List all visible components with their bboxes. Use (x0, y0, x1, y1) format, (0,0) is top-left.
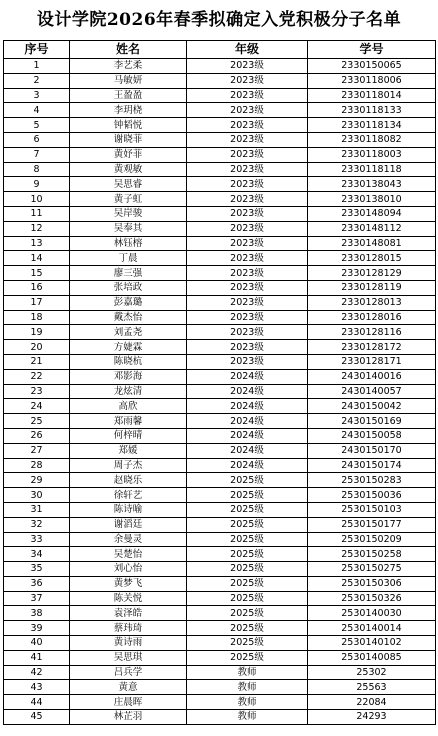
cell-serial-number: 2 (4, 73, 70, 88)
cell-name: 陈诗喻 (70, 502, 187, 517)
cell-student-id: 2330148112 (308, 221, 436, 236)
cell-grade: 2025级 (187, 636, 308, 651)
cell-serial-number: 11 (4, 206, 70, 221)
cell-grade: 2024级 (187, 384, 308, 399)
cell-grade: 2025级 (187, 532, 308, 547)
cell-student-id: 2330118133 (308, 103, 436, 118)
cell-serial-number: 41 (4, 650, 70, 665)
cell-name: 刘孟尧 (70, 325, 187, 340)
cell-grade: 2025级 (187, 502, 308, 517)
page-title: 设计学院2026年春季拟确定入党积极分子名单 (36, 10, 402, 30)
cell-serial-number: 1 (4, 59, 70, 74)
cell-serial-number: 3 (4, 88, 70, 103)
cell-student-id: 2330118006 (308, 73, 436, 88)
cell-name: 方婕霖 (70, 340, 187, 355)
cell-name: 钟韬悦 (70, 118, 187, 133)
table-row (4, 680, 436, 695)
table-row (4, 310, 436, 325)
table-row (4, 59, 436, 74)
cell-grade: 2023级 (187, 266, 308, 281)
cell-name: 高欣 (70, 399, 187, 414)
cell-student-id: 2330118082 (308, 132, 436, 147)
cell-name: 赵晓乐 (70, 473, 187, 488)
cell-student-id: 2530140102 (308, 636, 436, 651)
table-row (4, 428, 436, 443)
cell-name: 龙炫清 (70, 384, 187, 399)
cell-student-id: 2530150275 (308, 562, 436, 577)
cell-serial-number: 12 (4, 221, 70, 236)
cell-student-id: 2430150169 (308, 414, 436, 429)
cell-serial-number: 45 (4, 710, 70, 725)
cell-grade: 2024级 (187, 399, 308, 414)
cell-name: 庄晨晖 (70, 695, 187, 710)
cell-serial-number: 34 (4, 547, 70, 562)
cell-serial-number: 16 (4, 280, 70, 295)
cell-serial-number: 10 (4, 192, 70, 207)
cell-name: 吴楚怡 (70, 547, 187, 562)
cell-grade: 2025级 (187, 562, 308, 577)
cell-name: 马敏妍 (70, 73, 187, 88)
cell-name: 林钰榕 (70, 236, 187, 251)
cell-grade: 2023级 (187, 118, 308, 133)
cell-grade: 2023级 (187, 88, 308, 103)
cell-name: 彭嘉璐 (70, 295, 187, 310)
cell-student-id: 2330118134 (308, 118, 436, 133)
cell-serial-number: 21 (4, 354, 70, 369)
table-row (4, 354, 436, 369)
cell-serial-number: 35 (4, 562, 70, 577)
cell-student-id: 2530150326 (308, 591, 436, 606)
cell-student-id: 2330128129 (308, 266, 436, 281)
cell-serial-number: 5 (4, 118, 70, 133)
table-row (4, 221, 436, 236)
table-row (4, 621, 436, 636)
cell-student-id: 2430140057 (308, 384, 436, 399)
cell-grade: 2023级 (187, 192, 308, 207)
cell-grade: 2023级 (187, 147, 308, 162)
table-row (4, 443, 436, 458)
cell-grade: 2023级 (187, 340, 308, 355)
cell-serial-number: 7 (4, 147, 70, 162)
table-row (4, 576, 436, 591)
cell-student-id: 2530140014 (308, 621, 436, 636)
cell-grade: 2025级 (187, 488, 308, 503)
table-row (4, 147, 436, 162)
cell-grade: 2023级 (187, 221, 308, 236)
cell-student-id: 2330138043 (308, 177, 436, 192)
cell-student-id: 2330128116 (308, 325, 436, 340)
cell-serial-number: 31 (4, 502, 70, 517)
table-row (4, 384, 436, 399)
table-row (4, 710, 436, 725)
cell-student-id: 2330118118 (308, 162, 436, 177)
cell-serial-number: 26 (4, 428, 70, 443)
cell-grade: 教师 (187, 665, 308, 680)
cell-grade: 2023级 (187, 162, 308, 177)
cell-name: 谢晓菲 (70, 132, 187, 147)
cell-serial-number: 14 (4, 251, 70, 266)
cell-serial-number: 32 (4, 517, 70, 532)
cell-serial-number: 36 (4, 576, 70, 591)
cell-grade: 2023级 (187, 295, 308, 310)
cell-serial-number: 37 (4, 591, 70, 606)
cell-name: 吴岸骏 (70, 206, 187, 221)
cell-serial-number: 44 (4, 695, 70, 710)
table-row (4, 206, 436, 221)
cell-grade: 2025级 (187, 473, 308, 488)
header-row (4, 41, 436, 59)
cell-name: 余曼灵 (70, 532, 187, 547)
table-row (4, 177, 436, 192)
cell-student-id: 2330118014 (308, 88, 436, 103)
cell-student-id: 2330128119 (308, 280, 436, 295)
table-row (4, 591, 436, 606)
cell-grade: 2024级 (187, 428, 308, 443)
cell-grade: 2024级 (187, 443, 308, 458)
cell-name: 郑雨馨 (70, 414, 187, 429)
cell-name: 张培政 (70, 280, 187, 295)
cell-grade: 2023级 (187, 325, 308, 340)
cell-student-id: 2330128013 (308, 295, 436, 310)
table-row (4, 295, 436, 310)
cell-grade: 2023级 (187, 236, 308, 251)
cell-grade: 教师 (187, 695, 308, 710)
cell-name: 吴思琪 (70, 650, 187, 665)
cell-student-id: 2430150058 (308, 428, 436, 443)
cell-student-id: 2530140085 (308, 650, 436, 665)
cell-grade: 2024级 (187, 458, 308, 473)
cell-serial-number: 24 (4, 399, 70, 414)
cell-name: 何梓晴 (70, 428, 187, 443)
cell-grade: 2023级 (187, 132, 308, 147)
cell-student-id: 2430150170 (308, 443, 436, 458)
cell-name: 吴思睿 (70, 177, 187, 192)
table-row (4, 636, 436, 651)
cell-name: 黄诗雨 (70, 636, 187, 651)
cell-student-id: 2330128172 (308, 340, 436, 355)
cell-serial-number: 19 (4, 325, 70, 340)
cell-serial-number: 20 (4, 340, 70, 355)
cell-name: 袁泽皓 (70, 606, 187, 621)
cell-grade: 教师 (187, 680, 308, 695)
table-row (4, 517, 436, 532)
table-row (4, 547, 436, 562)
cell-name: 邓影海 (70, 369, 187, 384)
cell-grade: 2023级 (187, 310, 308, 325)
cell-serial-number: 30 (4, 488, 70, 503)
cell-serial-number: 28 (4, 458, 70, 473)
cell-name: 陈关悦 (70, 591, 187, 606)
cell-grade: 教师 (187, 710, 308, 725)
cell-name: 蔡玮琦 (70, 621, 187, 636)
table-row (4, 103, 436, 118)
cell-serial-number: 4 (4, 103, 70, 118)
cell-serial-number: 13 (4, 236, 70, 251)
table-row (4, 562, 436, 577)
cell-grade: 2025级 (187, 591, 308, 606)
cell-serial-number: 8 (4, 162, 70, 177)
table-row (4, 606, 436, 621)
cell-grade: 2025级 (187, 547, 308, 562)
table-row (4, 118, 436, 133)
table-row (4, 325, 436, 340)
cell-name: 周子杰 (70, 458, 187, 473)
cell-grade: 2024级 (187, 369, 308, 384)
cell-name: 黄观敏 (70, 162, 187, 177)
cell-serial-number: 42 (4, 665, 70, 680)
table-row (4, 340, 436, 355)
table-row (4, 132, 436, 147)
cell-student-id: 2530150306 (308, 576, 436, 591)
cell-serial-number: 6 (4, 132, 70, 147)
roster-table (3, 40, 436, 725)
cell-serial-number: 40 (4, 636, 70, 651)
cell-name: 郑媛 (70, 443, 187, 458)
table-row (4, 488, 436, 503)
cell-name: 刘心怡 (70, 562, 187, 577)
cell-serial-number: 33 (4, 532, 70, 547)
header-student-id: 学号 (308, 41, 436, 59)
table-row (4, 695, 436, 710)
cell-name: 黄子虹 (70, 192, 187, 207)
table-row (4, 414, 436, 429)
cell-name: 李艺柔 (70, 59, 187, 74)
table-row (4, 369, 436, 384)
cell-student-id: 2430140016 (308, 369, 436, 384)
cell-student-id: 2330148094 (308, 206, 436, 221)
cell-name: 戴杰怡 (70, 310, 187, 325)
cell-name: 陈晓杭 (70, 354, 187, 369)
cell-serial-number: 43 (4, 680, 70, 695)
table-row (4, 192, 436, 207)
cell-student-id: 24293 (308, 710, 436, 725)
table-row (4, 236, 436, 251)
cell-grade: 2023级 (187, 280, 308, 295)
table-row (4, 473, 436, 488)
cell-student-id: 2330138010 (308, 192, 436, 207)
table-row (4, 665, 436, 680)
cell-grade: 2023级 (187, 206, 308, 221)
header-grade: 年级 (187, 41, 308, 59)
cell-grade: 2025级 (187, 650, 308, 665)
cell-name: 吕兵学 (70, 665, 187, 680)
cell-serial-number: 27 (4, 443, 70, 458)
cell-serial-number: 38 (4, 606, 70, 621)
cell-student-id: 2530150177 (308, 517, 436, 532)
cell-student-id: 2530150283 (308, 473, 436, 488)
cell-serial-number: 23 (4, 384, 70, 399)
cell-name: 黄意 (70, 680, 187, 695)
cell-grade: 2023级 (187, 354, 308, 369)
cell-serial-number: 39 (4, 621, 70, 636)
cell-name: 黄梦飞 (70, 576, 187, 591)
cell-student-id: 25302 (308, 665, 436, 680)
cell-name: 徐轩艺 (70, 488, 187, 503)
roster-body (4, 59, 436, 725)
cell-name: 丁晨 (70, 251, 187, 266)
cell-serial-number: 29 (4, 473, 70, 488)
table-row (4, 162, 436, 177)
cell-name: 谢滔廷 (70, 517, 187, 532)
cell-grade: 2023级 (187, 73, 308, 88)
cell-grade: 2023级 (187, 251, 308, 266)
table-row (4, 458, 436, 473)
cell-student-id: 2530140030 (308, 606, 436, 621)
cell-student-id: 2330148081 (308, 236, 436, 251)
cell-student-id: 2530150258 (308, 547, 436, 562)
cell-grade: 2025级 (187, 606, 308, 621)
cell-serial-number: 15 (4, 266, 70, 281)
table-row (4, 251, 436, 266)
cell-grade: 2023级 (187, 103, 308, 118)
cell-name: 吴奉其 (70, 221, 187, 236)
cell-grade: 2023级 (187, 177, 308, 192)
header-name: 姓名 (70, 41, 187, 59)
cell-student-id: 2330128171 (308, 354, 436, 369)
cell-serial-number: 22 (4, 369, 70, 384)
cell-grade: 2025级 (187, 621, 308, 636)
table-row (4, 502, 436, 517)
cell-serial-number: 18 (4, 310, 70, 325)
cell-name: 王盈盈 (70, 88, 187, 103)
cell-name: 李玥桡 (70, 103, 187, 118)
cell-serial-number: 17 (4, 295, 70, 310)
header-serial-number: 序号 (4, 41, 70, 59)
cell-student-id: 2430150174 (308, 458, 436, 473)
table-row (4, 280, 436, 295)
cell-serial-number: 9 (4, 177, 70, 192)
table-row (4, 532, 436, 547)
cell-name: 林芷羽 (70, 710, 187, 725)
cell-student-id: 2530150209 (308, 532, 436, 547)
cell-serial-number: 25 (4, 414, 70, 429)
cell-student-id: 2430150042 (308, 399, 436, 414)
cell-student-id: 2330128015 (308, 251, 436, 266)
cell-grade: 2025级 (187, 576, 308, 591)
table-row (4, 399, 436, 414)
table-row (4, 88, 436, 103)
cell-student-id: 25563 (308, 680, 436, 695)
table-row (4, 266, 436, 281)
cell-name: 廖三强 (70, 266, 187, 281)
cell-grade: 2025级 (187, 517, 308, 532)
cell-student-id: 2530150103 (308, 502, 436, 517)
cell-student-id: 2330128016 (308, 310, 436, 325)
cell-grade: 2023级 (187, 59, 308, 74)
cell-student-id: 22084 (308, 695, 436, 710)
cell-student-id: 2330118003 (308, 147, 436, 162)
cell-student-id: 2330150065 (308, 59, 436, 74)
table-row (4, 650, 436, 665)
cell-name: 黄妤菲 (70, 147, 187, 162)
cell-grade: 2024级 (187, 414, 308, 429)
table-row (4, 73, 436, 88)
cell-student-id: 2530150036 (308, 488, 436, 503)
